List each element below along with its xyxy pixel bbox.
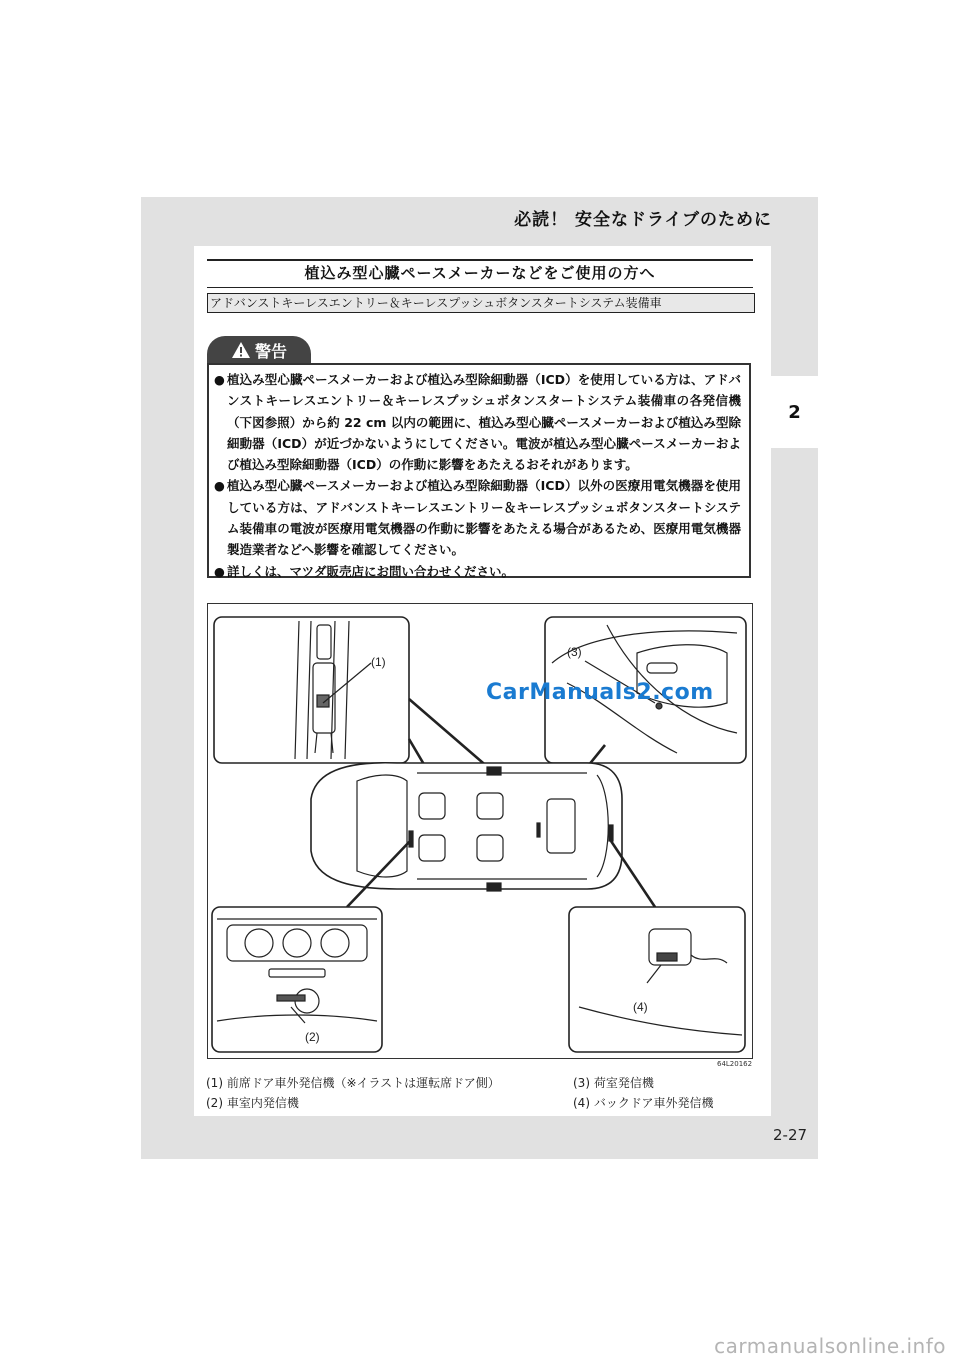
chapter-tab: 2 (771, 376, 818, 448)
caption-3: (3) 荷室発信機 (573, 1076, 654, 1090)
transmitter-location-diagram (207, 603, 753, 1059)
bullet-icon: ● (214, 563, 225, 579)
callout-4-label: (4) (633, 1000, 648, 1014)
callout-2-label: (2) (305, 1030, 320, 1044)
caption-4: (4) バックドア車外発信機 (573, 1096, 714, 1110)
callout-3-label: (3) (567, 645, 582, 659)
figure-code: 64L20162 (717, 1060, 753, 1068)
warning-item-text: 植込み型心臓ペースメーカーおよび植込み型除細動器（ICD）以外の医療用電気機器を使用している方は、アドバンストキーレスエントリー＆キーレスプッシュボタンスタートシステム装備車の電波が医療用電気機器の作動に影響をあたえる場合があるため、医療用電気機器製造業者などへ影響を確認してください。 (227, 478, 741, 558)
warning-tab (207, 336, 311, 364)
site-footer-link[interactable]: carmanualsonline.info (714, 1334, 946, 1358)
warning-box (207, 363, 751, 578)
section-rule-bottom (207, 287, 753, 288)
warning-item (213, 475, 741, 560)
warning-item-text: 植込み型心臓ペースメーカーおよび植込み型除細動器（ICD）を使用している方は、アドバンストキーレスエントリー＆キーレスプッシュボタンスタートシステム装備車の各発信機（下図参照）から約 22 cm 以内の範囲に、植込み型心臓ペースメーカーおよび植込み型除細動器（ICD）が近づかないようにしてください。電波が植込み型心臓ペースメーカーおよび植込み型除細動器（ICD）の作動に影響をあたえるおそれがあります。 (227, 372, 741, 473)
section-rule-top (207, 259, 753, 261)
warning-item (213, 369, 741, 475)
warning-label: 警告 (254, 341, 287, 361)
caption-1: (1) 前席ドア車外発信機（※イラストは運転席ドア側） (206, 1076, 500, 1090)
chapter-header-title: 必読！ 安全なドライブのために (514, 210, 772, 230)
bullet-icon: ● (214, 372, 225, 387)
callout-1-label: (1) (371, 655, 386, 669)
warning-item (213, 561, 741, 582)
applicability-label: アドバンストキーレスエントリー＆キーレスプッシュボタンスタートシステム装備車 (207, 293, 755, 313)
warning-triangle-icon (231, 341, 251, 359)
section-title: 植込み型心臓ペースメーカーなどをご使用の方へ (304, 264, 656, 282)
bullet-icon: ● (214, 478, 225, 494)
page-number: 2-27 (773, 1126, 808, 1144)
warning-item-text: 詳しくは、マツダ販売店にお問い合わせください。 (227, 563, 515, 579)
caption-2: (2) 車室内発信機 (206, 1096, 299, 1110)
watermark-text: CarManuals2.com (486, 680, 714, 705)
